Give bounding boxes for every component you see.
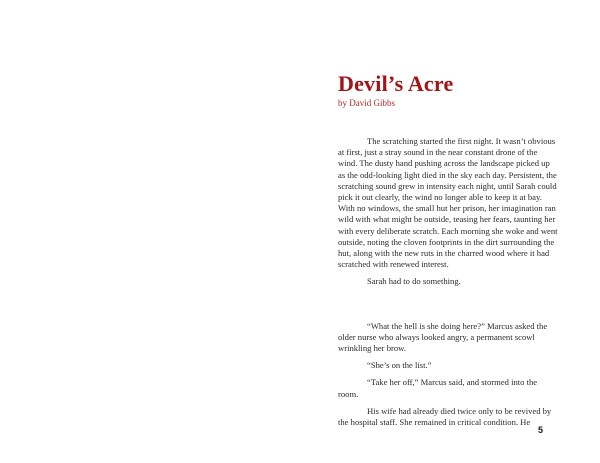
paragraph: “She’s on the list.” [367, 360, 432, 371]
paragraph: “What the hell is she doing here?” Marcus asked the older nurse who always looked angry, a permanent scowl wrinkling her brow. [338, 320, 548, 354]
story-body [338, 136, 558, 428]
page-number: 5 [538, 425, 544, 435]
paragraph: Sarah had to do something. [367, 276, 461, 287]
story-content [338, 72, 558, 434]
section-break [338, 294, 558, 321]
byline: by David Gibbs [338, 98, 395, 108]
paragraph: “Take her off,” Marcus said, and stormed into the room. [338, 377, 538, 399]
paragraph: His wife had already died twice only to be revived by the hospital staff. She remained in critical condition. He [338, 405, 552, 428]
story-title: Devil’s Acre [338, 71, 454, 96]
paragraph: The scratching started the first night. It wasn’t obvious at first, just a stray sound in the near constant drone of the wind. The dusty hand pushing across the landscape picked up as the odd-looking light died in the sky each day. Persistent, the scratching sound grew in intensity each night, until Sarah could pick it out clearly, the wind no longer able to keep it at bay. With no windows, the small hut her prison, her imagination ran wild with what might be outside, teasing her fears, taunting her with every deliberate scratch. Each morning she woke and went outside, noting the cloven footprints in the dirt surrounding the hut, along with the new ruts in the charred wood where it had scratched with renewed interest. [338, 136, 558, 270]
